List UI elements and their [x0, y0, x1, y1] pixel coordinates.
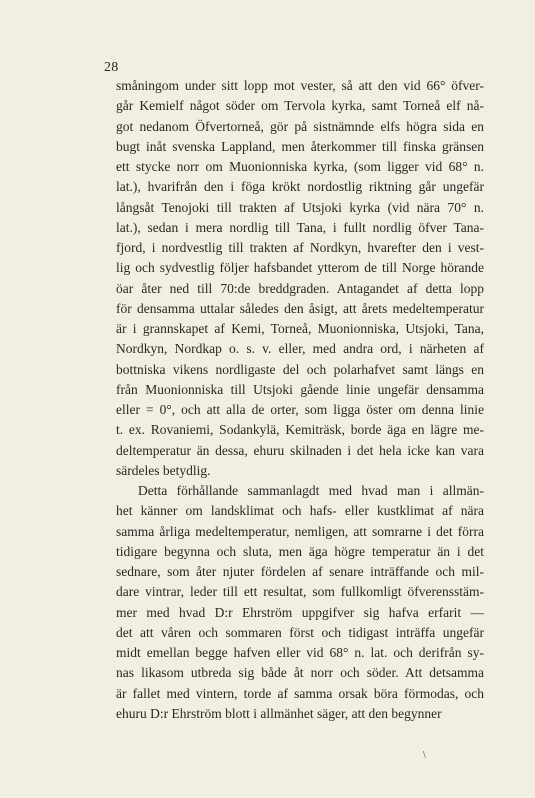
text-line: Detta förhållande sammanlagdt med hvad man i allmän- [138, 483, 484, 498]
text-line: nas likasom utbreda sig både åt norr och söder. Att detsamma [116, 665, 484, 681]
text-line: för densamma uttalar således den åsigt, att årets medeltemperatur [116, 300, 484, 316]
text-line: småningom under sitt lopp mot vester, så att den vid 66° öfver- [116, 78, 484, 93]
text-line: långsåt Tenojoki till trakten af Utsjoki kyrka (vid nära 70° n. [116, 199, 484, 215]
text-line: deltemperatur än dessa, ehuru skilnaden i det hela icke kan vara [116, 442, 484, 458]
text-line: eller = 0°, och att alla de orter, som ligga öster om denna linie [116, 402, 484, 417]
text-line: bugt inåt svenska Lappland, men återkommer till finska gränsen [116, 138, 484, 154]
text-line: bottniska vikens nordligaste del och polarhafvet samt längs en [116, 361, 484, 377]
text-line: går Kemielf något söder om Tervola kyrka, samt Torneå elf nå- [116, 98, 484, 114]
text-line: det att våren och sommaren först och tidigast inträffa ungefär [116, 624, 484, 640]
text-line: öar åter ned till 70:de breddgraden. Antagandet af detta lopp [116, 280, 484, 296]
text-line: ehuru D:r Ehrström blott i allmänhet säger, att den begynner [116, 705, 442, 721]
text-line: lat.), hvarifrån den i föga krökt nordostlig riktning går ungefär [116, 179, 484, 195]
body-text [116, 76, 484, 724]
text-line: got nedanom Öfvertorneå, gör på sistnämnde elfs högra sida en [116, 118, 484, 134]
text-line: är fallet med vintern, torde af samma orsak böra förmodas, och [116, 685, 484, 701]
text-line: från Muonionniska till Utsjoki gående linie ungefär densamma [116, 381, 484, 397]
text-line: samma årliga medeltemperatur, nemligen, att somrarne i det förra [116, 523, 484, 539]
text-line: midt emellan begge hafven eller vid 68° n. lat. och derifrån sy- [116, 645, 484, 660]
footer-mark: \ [423, 750, 426, 761]
text-line: mer med hvad D:r Ehrström uppgifver sig hafva erfarit — [116, 604, 484, 620]
text-line: lig och sydvestlig följer hafsbandet ytterom de till Norge hörande [116, 260, 484, 276]
text-line: sednare, som åter njuter fördelen af senare inträffande och mil- [116, 564, 484, 579]
page-number: 28 [104, 60, 119, 75]
text-line: tidigare begynna och sluta, men äga högre temperatur än i det [116, 543, 484, 559]
text-line: Nordkyn, Nordkap o. s. v. eller, med andra ord, i närheten af [116, 341, 484, 357]
text-line: särdeles betydlig. [116, 462, 211, 478]
text-line: t. ex. Rovaniemi, Sodankylä, Kemiträsk, borde äga en lägre me- [116, 422, 484, 438]
text-line: fjord, i nordvestlig till trakten af Nordkyn, hvarefter den i vest- [116, 240, 484, 255]
text-line: ett stycke norr om Muonionniska kyrka, (som ligger vid 68° n. [116, 159, 484, 174]
text-line: lat.), sedan i mera nordlig till Tana, i fullt nordlig öfver Tana- [116, 219, 484, 235]
text-line: är i grannskapet af Kemi, Torneå, Muonionniska, Utsjoki, Tana, [116, 321, 484, 336]
text-line: het känner om landsklimat och hafs- eller kustklimat af nära [116, 503, 484, 519]
text-line: dare vintrar, leder till ett resultat, som fullkomligt öfverensstäm- [116, 584, 484, 600]
